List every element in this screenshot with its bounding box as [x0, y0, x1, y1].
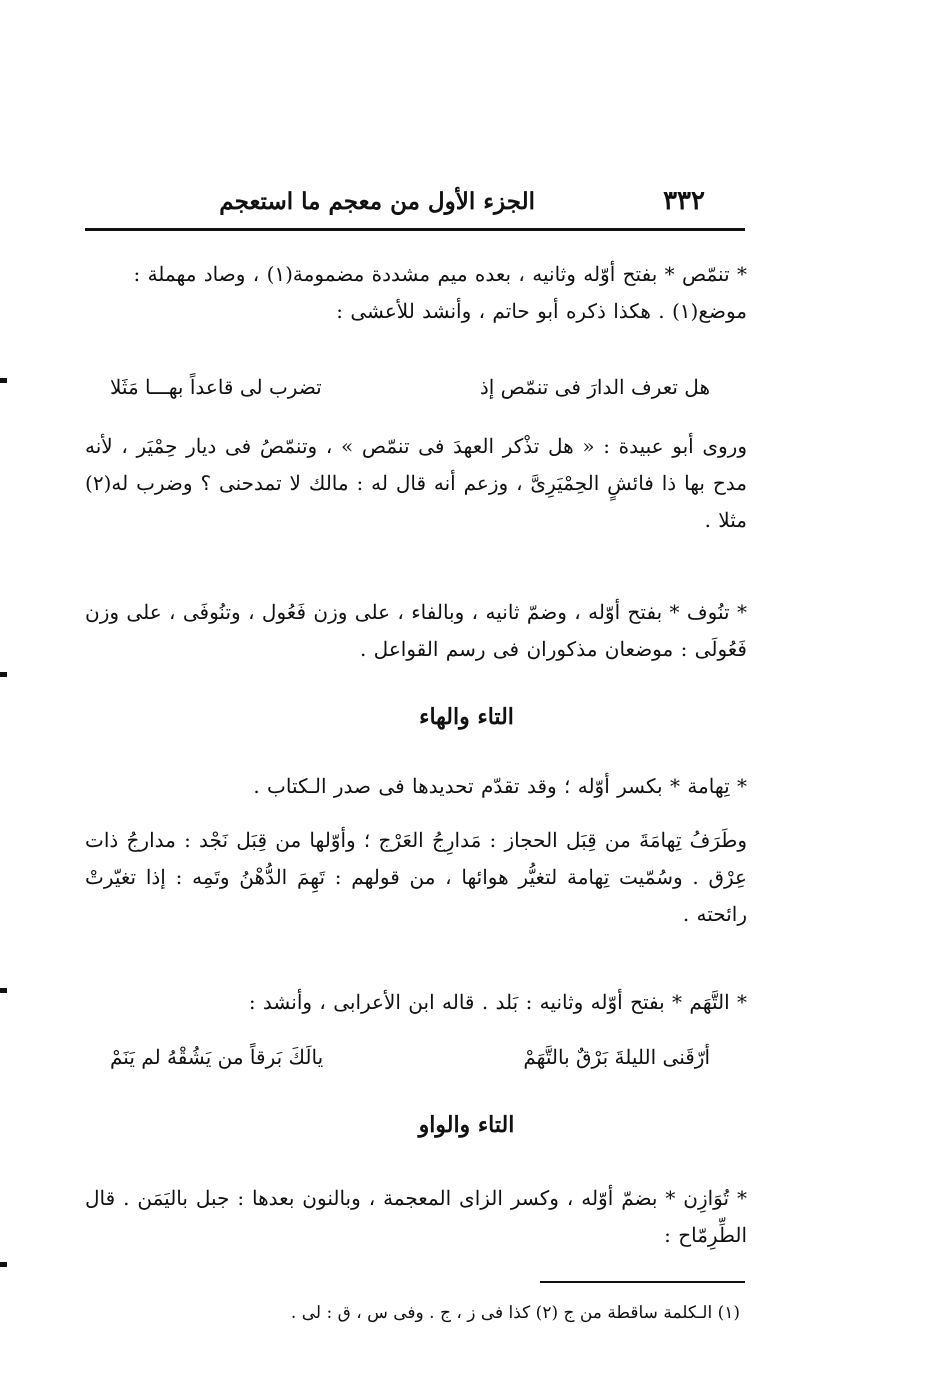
entry-line: * تنمّص * بفتح أوّله وثانيه ، بعده ميم مشددة مضمومة(١) ، وصاد مهملة : — [133, 262, 747, 286]
footnotes: (١) الـكلمة ساقطة من ج (٢) كذا فى ز ، ج . وفى س ، ق : لى . — [290, 1303, 740, 1323]
verse-second-hemistich: يالَكَ بَرقاً من يَشُقْهُ لم يَنَمْ — [110, 1045, 324, 1069]
entry-tanuf: * تنُوف * بفتح أوّله ، وضمّ ثانيه ، وبالفاء ، على وزن فَعُول ، وتنُوفَى ، على وزن فَعُولَى : موضعان مذكوران فى رسم القواعل . — [85, 600, 747, 661]
entry-line: موضع(١) . هكذا ذكره أبو حاتم ، وأنشد للأعشى : — [336, 299, 747, 323]
scan-edge-mark — [0, 672, 7, 677]
section-title-ta-ha: التاء والهاء — [419, 704, 514, 730]
verse-second-hemistich: تضرب لى قاعداً بهـــا مَثَلا — [110, 375, 322, 399]
entry-tanammus — [85, 256, 747, 330]
verse-2 — [110, 1042, 710, 1072]
entry-tihama: * تِهامة * بكسر أوّله ؛ وقد تقدّم تحديدها فى صدر الـكتاب . — [253, 774, 747, 798]
page-header — [85, 178, 745, 228]
scan-edge-mark — [0, 988, 7, 993]
entry-al-taham: * التَّهَم * بفتح أوّله وثانيه : بَلد . قاله ابن الأعرابى ، وأنشد : — [248, 990, 747, 1014]
footnote-rule — [540, 1281, 745, 1283]
verse-1 — [110, 372, 710, 402]
verse-first-hemistich: هل تعرف الدارَ فى تنمّص إذ — [479, 375, 710, 399]
section-title-ta-waw: التاء والواو — [418, 1112, 515, 1138]
entry-tuwazin: * تُوَازِن * بضمّ أوّله ، وكسر الزاى المعجمة ، وبالنون بعدها : جبل باليَمَن . قال الطِّرِمّاح : — [85, 1186, 747, 1247]
verse-first-hemistich: أرّقَنى الليلةَ بَرْقٌ بالتَّهَمْ — [523, 1045, 710, 1069]
page-number: ٣٣٢ — [663, 186, 705, 216]
paragraph-abu-ubayda: وروى أبو عبيدة : « هل تذْكر العهدَ فى تنمّص » ، وتنمّصُ فى ديار حِمْيَر ، لأنه مدح بها ذا فائشٍ الحِمْيَرِىَّ ، وزعم أنه قال له : مالك لا تمدحنى ؟ وضرب له(٢) مثلا . — [85, 434, 747, 532]
scan-edge-mark — [0, 378, 7, 383]
header-rule — [85, 228, 745, 231]
scan-edge-mark — [0, 1262, 7, 1267]
running-title: الجزء الأول من معجم ما استعجم — [219, 188, 535, 215]
paragraph-tihama-borders: وطَرَفُ تِهامَةَ من قِبَل الحجاز : مَدارِجُ العَرْج ؛ وأوّلها من قِبَل نَجْد : مدارجُ ذات عِرْق . وسُمّيت تِهامة لتغيُّر هوائها ، من قولهم : تَهِمَ الدُّهْنُ وتَمِه : إذا تغيّرتْ رائحته . — [85, 828, 747, 926]
